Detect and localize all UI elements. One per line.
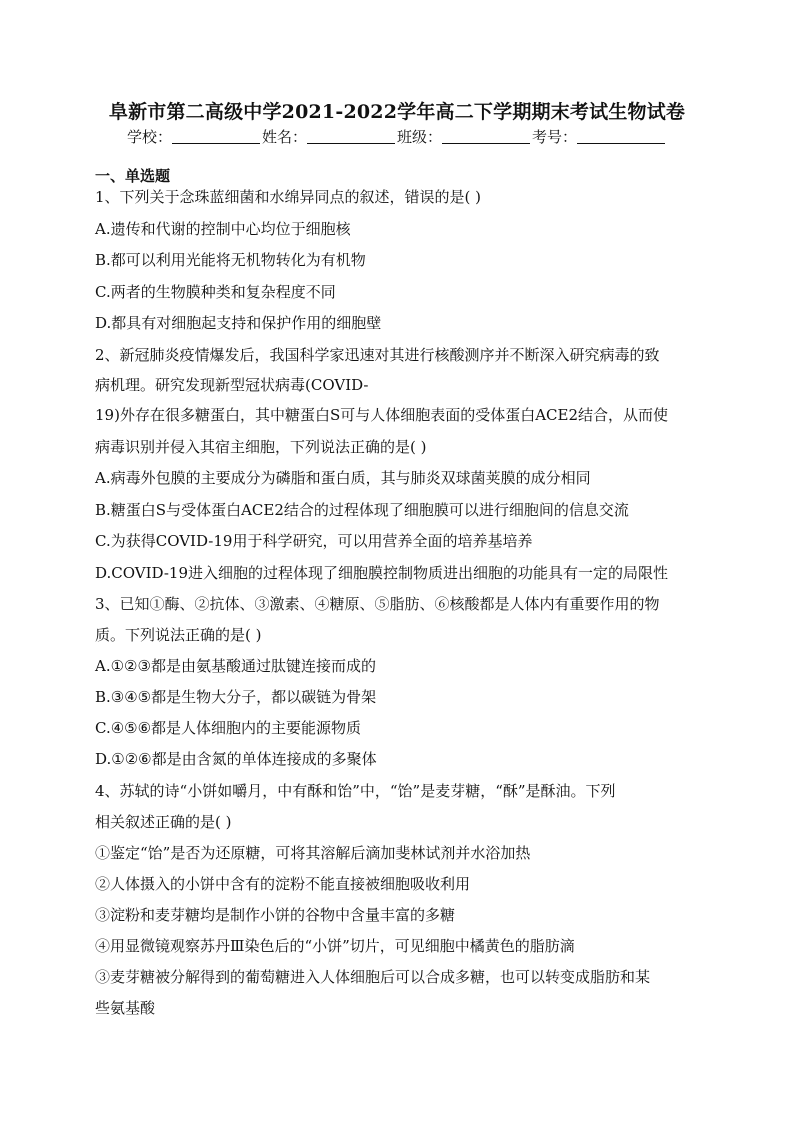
question-4-statement-5-line-2: 些氨基酸 <box>95 999 156 1017</box>
question-2-stem-line-1: 2、新冠肺炎疫情爆发后，我国科学家迅速对其进行核酸测序并不断深入研究病毒的致 <box>95 346 660 364</box>
question-3-option-a: A.①②③都是由氨基酸通过肽键连接而成的 <box>95 657 376 675</box>
question-2-stem-line-3: 19)外存在很多糖蛋白，其中糖蛋白S可与人体细胞表面的受体蛋白ACE2结合，从而使 <box>95 406 669 424</box>
question-2-option-a: A.病毒外包膜的主要成分为磷脂和蛋白质，其与肺炎双球菌荚膜的成分相同 <box>95 469 591 487</box>
class-field <box>397 126 532 147</box>
question-3-option-d: D.①②⑥都是由含氮的单体连接成的多聚体 <box>95 750 377 768</box>
name-blank <box>307 129 395 144</box>
school-label: 学校： <box>126 128 172 146</box>
question-1-option-b: B.都可以利用光能将无机物转化为有机物 <box>95 251 366 269</box>
question-2-option-b: B.糖蛋白S与受体蛋白ACE2结合的过程体现了细胞膜可以进行细胞间的信息交流 <box>95 501 629 519</box>
section-heading: 一、单选题 <box>95 167 171 185</box>
question-1-option-a: A.遗传和代谢的控制中心均位于细胞核 <box>95 220 351 238</box>
school-blank <box>172 129 260 144</box>
exam-number-field <box>532 126 667 147</box>
class-label: 班级： <box>397 128 443 146</box>
school-field <box>127 126 262 147</box>
question-1-option-d: D.都具有对细胞起支持和保护作用的细胞壁 <box>95 314 382 332</box>
question-2-option-d: D.COVID-19进入细胞的过程体现了细胞膜控制物质进出细胞的功能具有一定的局限性 <box>95 564 668 582</box>
question-4-stem-line-2: 相关叙述正确的是( ) <box>95 813 232 831</box>
exam-number-blank <box>577 129 665 144</box>
class-blank <box>442 129 530 144</box>
question-3-option-b: B.③④⑤都是生物大分子，都以碳链为骨架 <box>95 688 377 706</box>
exam-number-label: 考号： <box>532 128 578 146</box>
exam-title: 阜新市第二高级中学2021-2022学年高二下学期期末考试生物试卷 <box>108 101 686 123</box>
question-2-stem-line-4: 病毒识别并侵入其宿主细胞，下列说法正确的是( ) <box>95 438 427 456</box>
question-3-stem-line-1: 3、已知①酶、②抗体、③激素、④糖原、⑤脂肪、⑥核酸都是人体内有重要作用的物 <box>95 595 660 613</box>
question-2-stem-line-2: 病机理。研究发现新型冠状病毒(COVID- <box>95 376 369 394</box>
question-4-stem-line-1: 4、苏轼的诗“小饼如嚼月，中有酥和饴”中，“饴”是麦芽糖，“酥”是酥油。下列 <box>95 782 616 800</box>
question-4-statement-2: ②人体摄入的小饼中含有的淀粉不能直接被细胞吸收利用 <box>95 875 471 893</box>
question-4-statement-1: ①鉴定“饴”是否为还原糖，可将其溶解后滴加斐林试剂并水浴加热 <box>95 844 531 862</box>
name-field <box>262 126 397 147</box>
question-2-option-c: C.为获得COVID-19用于科学研究，可以用营养全面的培养基培养 <box>95 532 533 550</box>
question-4-statement-4: ④用显微镜观察苏丹Ⅲ染色后的“小饼”切片，可见细胞中橘黄色的脂肪滴 <box>95 937 575 955</box>
question-4-statement-5-line-1: ③麦芽糖被分解得到的葡萄糖进入人体细胞后可以合成多糖，也可以转变成脂肪和某 <box>95 968 651 986</box>
question-3-option-c: C.④⑤⑥都是人体细胞内的主要能源物质 <box>95 719 362 737</box>
question-3-stem-line-2: 质。下列说法正确的是( ) <box>95 626 262 644</box>
name-label: 姓名： <box>261 128 307 146</box>
question-1-option-c: C.两者的生物膜种类和复杂程度不同 <box>95 283 336 301</box>
question-4-statement-3: ③淀粉和麦芽糖均是制作小饼的谷物中含量丰富的多糖 <box>95 906 456 924</box>
question-1-stem: 1、下列关于念珠蓝细菌和水绵异同点的叙述，错误的是( ) <box>95 188 482 206</box>
student-info-row <box>0 126 794 147</box>
